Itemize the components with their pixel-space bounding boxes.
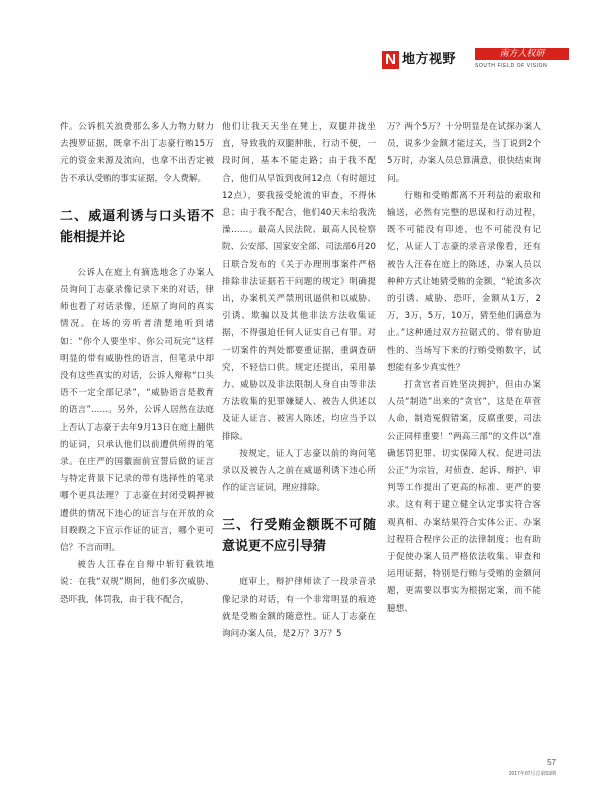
- column-2: [222, 119, 376, 643]
- section-title: 地方视野: [402, 52, 457, 67]
- page-number: 57: [547, 758, 556, 767]
- column-3: [387, 119, 541, 618]
- issue-info: 2017年07月总第53期: [508, 771, 556, 777]
- paragraph: 万？两个5万？十分明显是在试探办案人员，说多少金额才能过关，当丁说到2个5万时，办案人员总算满意，很快结束询问。: [387, 122, 541, 184]
- paragraph: 他们让我天天坐在凳上，双腿并拢坐直，导致我的双腿肿胀，行动不便，一段时间，基本不能走路；由于我不配合，他们从早饭到夜间12点（有时超过12点），要我接受轮流的审查，不得休息；由于我不配合，他们40天未给我洗澡……。最高人民法院、最高人民检察院、公安部、国家安全部、司法部6月20日联合发布的《关于办理刑事案件严格排除非法证据若干问题的规定》明确提出，办案机关严禁刑讯逼供和以威胁、引诱、欺骗以及其他非法方法收集证据，不得强迫任何人证实自己有罪。对一切案件的判处都要重证据，重调查研究，不轻信口供。规定还提出，采用暴力、威胁以及非法限制人身自由等非法方法收集的犯罪嫌疑人、被告人供述以及证人证言、被害人陈述，均应当予以排除。: [222, 122, 376, 442]
- paragraph: 行贿和受贿都离不开利益的索取和输送，必然有完整的思谋和行动过程，既不可能没有印迹，也不可能没有记忆，从证人丁志豪的录音录像看，还有被告人汪春在庭上的陈述，办案人员以种种方式让她猜受贿的金额，“轮流多次的引诱、威胁、恐吓，金额从1万，2万，3万，5万，10万，猜至他们满意为止。”这种通过双方拉锯式的、带有胁迫性的、当场写下来的行贿受贿数字，试想能有多少真实性？: [387, 190, 541, 373]
- paragraph: 公诉人在庭上有摘选地念了办案人员询问丁志豪录像记录下来的对话，律师也看了对话录像，还原了询问的真实情况。在场的旁听者清楚地听到诸如：“你个人要坐牢、你公司玩完”这样明显的带有威胁性的语言，但笔录中却没有这些真实的对话，公诉人辩称“口头语不一定全部记录”，“威胁语言是教育的语言”……。另外，公诉人居然在法庭上否认丁志豪于去年9月13日在庭上翻供的证词，只承认他们以前遭供所得的笔录。在庄严的国徽面前宣誓后做的证言与特定背景下记录的带有选择性的笔录哪个更具法理？丁志豪在封闭受羁押被遭供的情况下违心的证言与在开放的众目睽睽之下宣示作证的证言，哪个更可信？不言而明。: [60, 267, 214, 554]
- paragraph: 按规定，证人丁志豪以前的询问笔录以及被告人之前在威逼利诱下违心所作的证言证词，理应排除。: [222, 448, 376, 494]
- magazine-brand: 南方人权研: [475, 48, 569, 60]
- paragraph: 被告人江春在自辩中斩钉截铁地说：在我“双规”期间，他们多次威胁、恐吓我，体罚我，由于我不配合，: [60, 560, 214, 605]
- section-logo-icon: N: [382, 51, 399, 69]
- section-subtitle-en: SOUTH FIELD OF VISION: [475, 63, 548, 69]
- paragraph: 庭审上，辩护律师读了一段录音录像记录的对话，有一个非常明显的痕迹就是受贿金额的随意性。证人丁志豪在询问办案人员，是2万？3万？5: [222, 577, 376, 640]
- paragraph: 打贪官者百姓坚决拥护，但由办案人员“制造”出来的“贪官”，这是在草菅人命，制造冤假错案，反腐重要，司法公正同样重要！“两高三部”的文件以“准确惩罚犯罪、切实保障人权、促进司法公正”为宗旨，对侦查、起诉、辩护、审判等工作提出了更高的标准、更严的要求。这有利于建立健全认定事实符合客观真相、办案结果符合实体公正、办案过程符合程序公正的法律制度；也有助于促使办案人员严格依法收集、审查和运用证据，特别是行贿与受贿的金额问题，更需要以事实为根据定案，而不能臆想、: [387, 380, 541, 614]
- section-heading-2: 二、威逼利诱与口头语不能相提并论: [60, 208, 214, 245]
- page-footer: [509, 758, 556, 778]
- section-heading-3: 三、行受贿金额既不可随意说更不应引导猜: [222, 518, 376, 555]
- paragraph: 件。公诉机关浪费那么多人力物力财力去搜罗证据，既拿不出丁志豪行贿15万元的资金来源及流向，也拿不出否定被告不承认受贿的事实证据，令人费解。: [60, 122, 214, 184]
- column-1: [60, 119, 214, 609]
- page-header: [382, 48, 572, 74]
